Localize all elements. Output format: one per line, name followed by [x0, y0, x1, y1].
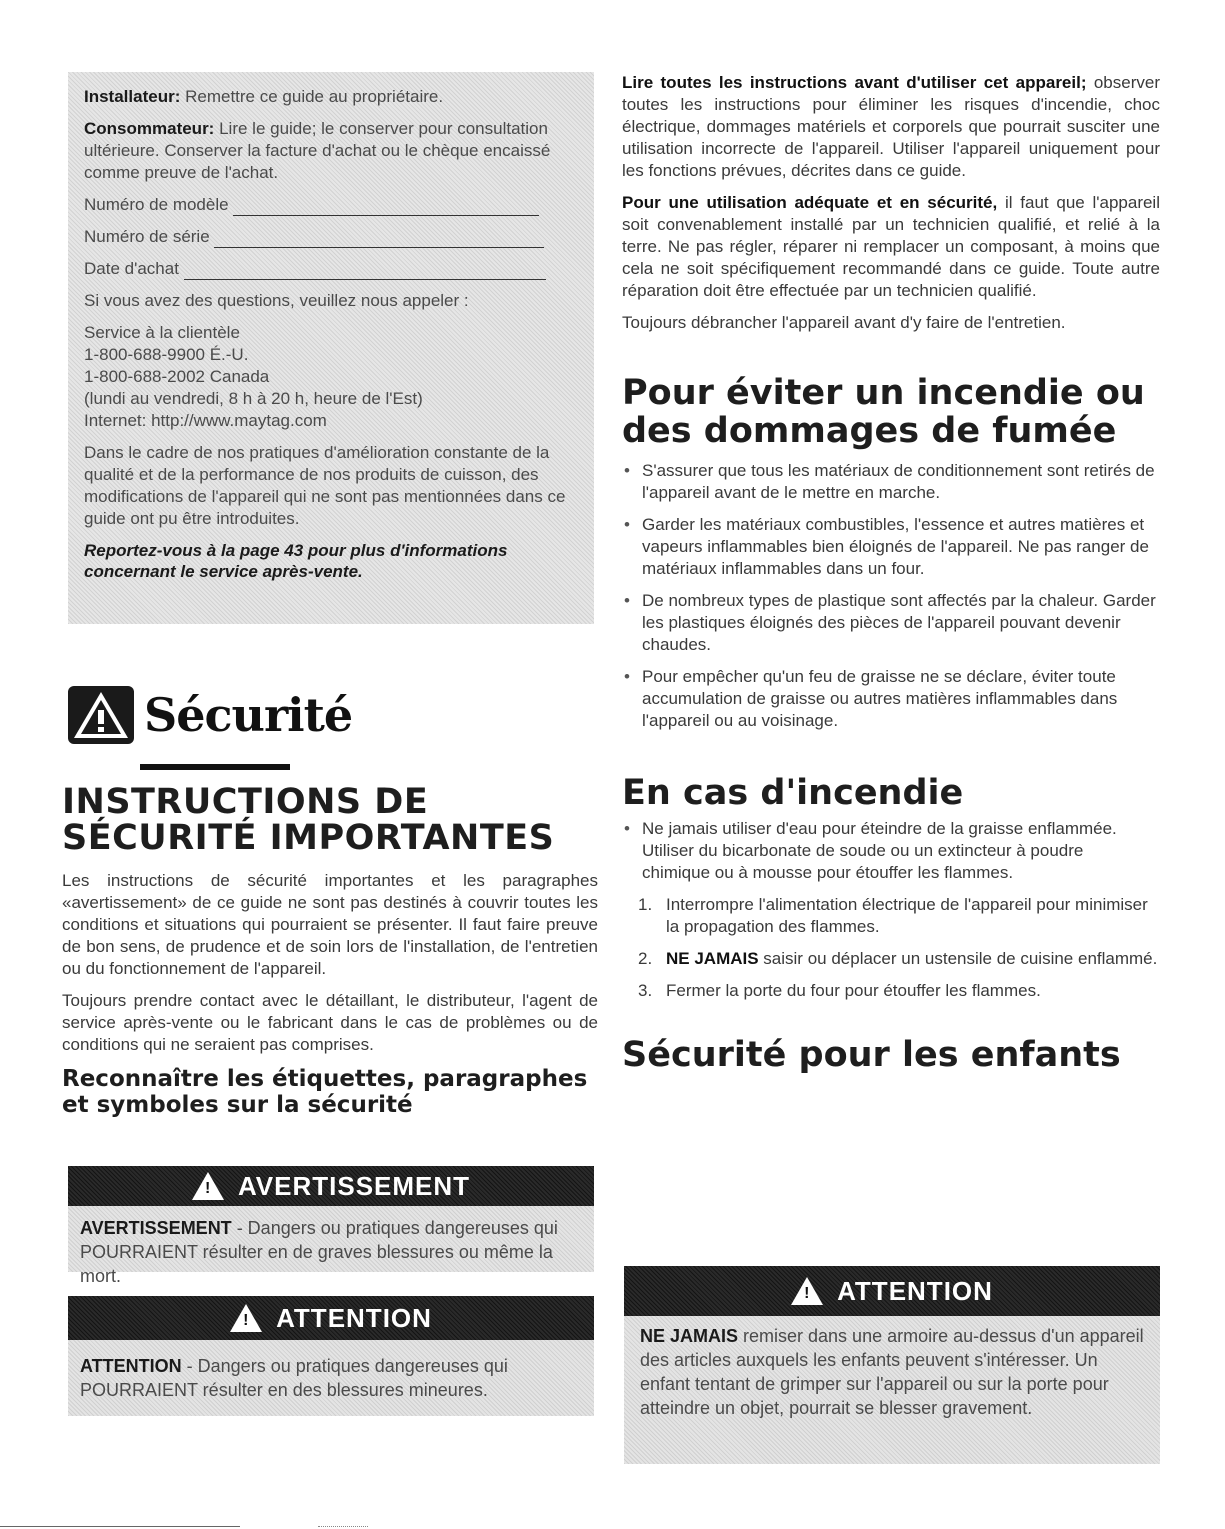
footer-rule — [0, 1526, 240, 1527]
unplug-paragraph: Toujours débrancher l'appareil avant d'y faire de l'entretien. — [622, 313, 1066, 332]
read-instructions-paragraph: Lire toutes les instructions avant d'utiliser cet appareil; observer toutes les instructions pour éliminer les risques d'incendie, choc électrique, dommages matériels et corporels que pourrait susciter une utilisation incorrecte de l'appareil. Utiliser l'appareil uniquement pour les fonctions prévues, décrites dans ce guide. — [622, 73, 1160, 180]
list-item: • Ne jamais utiliser d'eau pour éteindre de la graisse enflammée. Utiliser du bicarbonate de soude ou un extincteur à poudre chimique ou à mousse pour étouffer les flammes. — [622, 818, 1160, 884]
warning-body: AVERTISSEMENT - Dangers ou pratiques dangereuses qui POURRAIENT résulter en de graves blessures ou même la mort. — [80, 1218, 558, 1286]
consumer-note: Consommateur: Lire le guide; le conserver pour consultation ultérieure. Conserver la facture d'achat ou le chèque encaissé comme preuve de l'achat. — [84, 119, 551, 182]
list-item: • Garder les matériaux combustibles, l'essence et autres matières et vapeurs inflammables bien éloignés de l'appareil. Ne pas ranger de matériaux inflammables dans un four. — [622, 514, 1160, 580]
child-safety-heading: Sécurité pour les enfants — [622, 1035, 1121, 1075]
warning-header: ! AVERTISSEMENT — [68, 1166, 594, 1206]
installer-note: Installateur: Remettre ce guide au propriétaire. — [84, 87, 444, 106]
internet-link[interactable]: Internet: http://www.maytag.com — [84, 411, 327, 430]
fire-case-heading: En cas d'incendie — [622, 773, 964, 813]
child-caution-body: NE JAMAIS remiser dans une armoire au-dessus d'un appareil des articles auxquels les enfants peuvent s'intéresser. Un enfant tentant de grimper sur l'appareil ou sur la porte pour atteindre un objet, pourrait se blesser gravement. — [640, 1326, 1144, 1418]
questions-text: Si vous avez des questions, veuillez nous appeler : — [84, 291, 469, 310]
child-caution-box — [624, 1266, 1160, 1464]
securite-heading — [68, 686, 352, 744]
fire-case-list — [622, 818, 1160, 884]
fire-steps-list — [622, 894, 1160, 1002]
service-reference: Reportez-vous à la page 43 pour plus d'informations concernant le service après-vente. — [84, 541, 508, 581]
warning-icon — [68, 686, 134, 744]
info-box — [68, 72, 594, 624]
child-caution-header: ! ATTENTION — [624, 1266, 1160, 1316]
improvement-note: Dans le cadre de nos pratiques d'amélioration constante de la qualité et de la performance de nos produits de cuisson, des modifications de l'appareil qui ne sont pas mentionnées dans ce guide ont pu être introduites. — [84, 443, 566, 528]
caution-body: ATTENTION - Dangers ou pratiques dangereuses qui POURRAIENT résulter en des blessures mineures. — [80, 1356, 508, 1400]
right-column — [622, 72, 1160, 1074]
step-item: 3. Fermer la porte du four pour étouffer les flammes. — [638, 981, 1041, 1000]
purchase-date-field: Date d'achat — [84, 258, 580, 280]
contact-block: Service à la clientèle 1-800-688-9900 É.-U. 1-800-688-2002 Canada (lundi au vendredi, 8 h à 20 h, heure de l'Est) Internet: http://www.maytag.com — [84, 323, 423, 430]
model-number-field: Numéro de modèle — [84, 194, 580, 216]
left-column — [62, 870, 598, 1118]
warning-triangle-icon: ! — [192, 1172, 224, 1200]
instructions-title: INSTRUCTIONS DE SÉCURITÉ IMPORTANTES — [62, 782, 555, 858]
proper-use-paragraph: Pour une utilisation adéquate et en sécurité, il faut que l'appareil soit convenablement installé par un technicien qualifié, et relié à la terre. Ne pas régler, réparer ni remplacer un composant, à moins que cela ne soit spécifiquement recommandé dans ce guide. Toute autre réparation doit être effectuée par un technicien qualifié. — [622, 193, 1160, 300]
contact-paragraph: Toujours prendre contact avec le détaillant, le distributeur, l'agent de service après-vente ou le fabricant dans le cas de problèmes ou de conditions qui ne seraient pas comprises. — [62, 991, 598, 1054]
footer-dots — [318, 1526, 368, 1528]
step-item: 2. NE JAMAIS saisir ou déplacer un ustensile de cuisine enflammé. — [638, 949, 1158, 968]
caution-triangle-icon: ! — [230, 1304, 262, 1332]
serial-number-field: Numéro de série — [84, 226, 580, 248]
step-item: 1. Interrompre l'alimentation électrique de l'appareil pour minimiser la propagation des flammes. — [638, 895, 1148, 936]
list-item: • S'assurer que tous les matériaux de conditionnement sont retirés de l'appareil avant de le mettre en marche. — [622, 460, 1160, 504]
list-item: • De nombreux types de plastique sont affectés par la chaleur. Garder les plastiques éloignés des pièces de l'appareil pouvant devenir chaudes. — [622, 590, 1160, 656]
caution-header: ! ATTENTION — [68, 1296, 594, 1340]
fire-prevention-list — [622, 460, 1160, 732]
labels-heading: Reconnaître les étiquettes, paragraphes et symboles sur la sécurité — [62, 1066, 588, 1118]
caution-box — [68, 1296, 594, 1416]
securite-title: Sécurité — [144, 688, 353, 742]
fire-prevention-heading: Pour éviter un incendie ou des dommages de fumée — [622, 373, 1145, 451]
caution-triangle-icon: ! — [791, 1277, 823, 1305]
title-underline — [140, 764, 290, 770]
list-item: • Pour empêcher qu'un feu de graisse ne se déclare, éviter toute accumulation de graisse ou autres matières inflammables dans l'appareil ou au voisinage. — [622, 666, 1160, 732]
warning-box — [68, 1166, 594, 1286]
instructions-paragraph: Les instructions de sécurité importantes et les paragraphes «avertissement» de ce guide ne sont pas destinés à couvrir toutes les conditions et situations qui pourraient se présenter. Il faut faire preuve de bon sens, de prudence et de soin lors de l'installation, de l'entretien ou du fonctionnement de l'appareil. — [62, 871, 598, 978]
